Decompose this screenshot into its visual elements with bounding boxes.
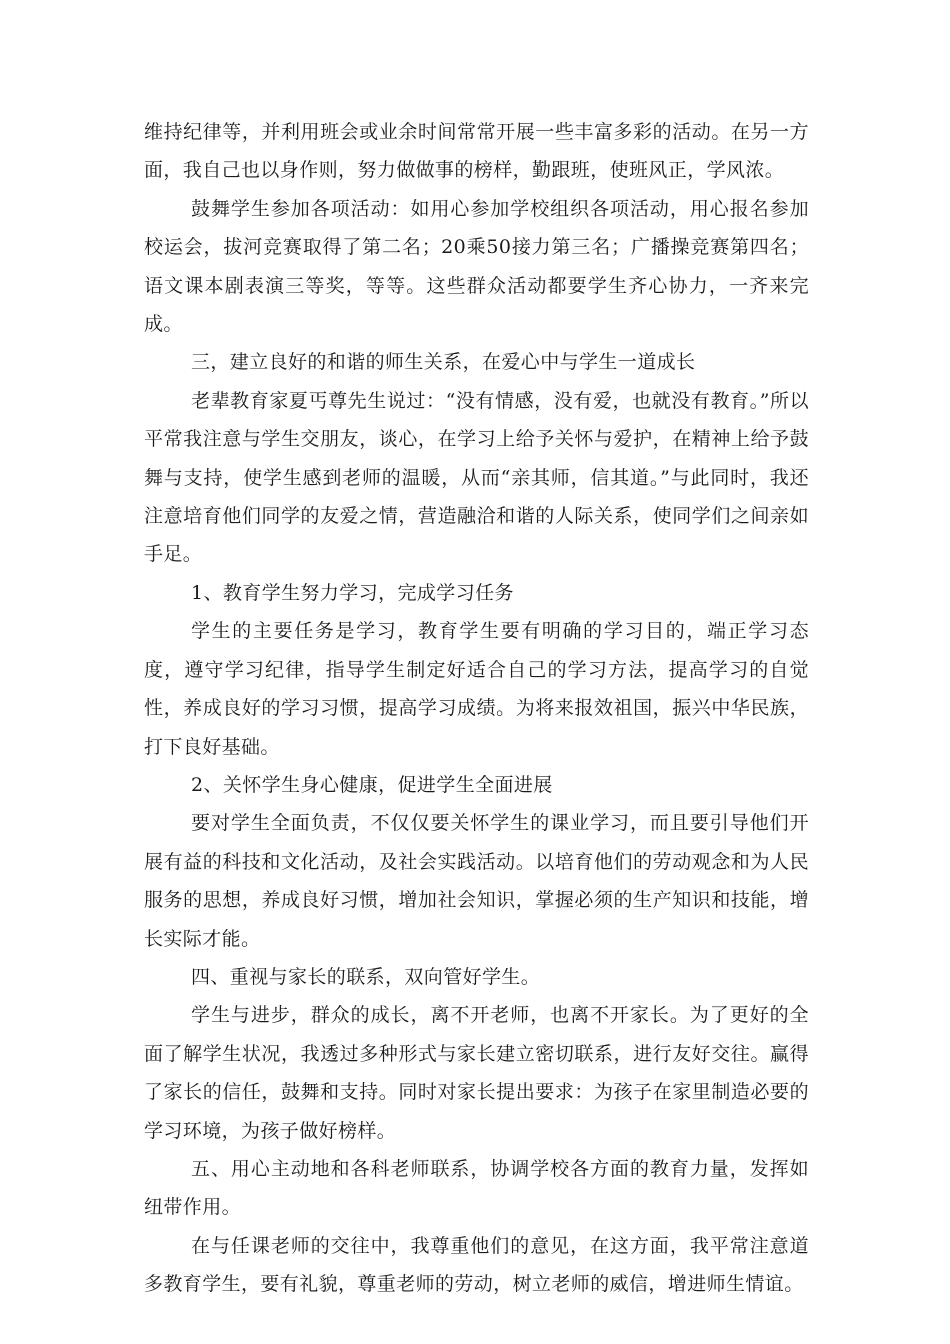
section-heading: 五、用心主动地和各科老师联系，协调学校各方面的教育力量，发挥如纽带作用。 <box>144 1157 809 1219</box>
subsection-heading: 2、关怀学生身心健康，促进学生全面进展 <box>191 773 553 796</box>
section-heading: 四、重视与家长的联系，双向管好学生。 <box>191 965 541 988</box>
paragraph: 要对学生全面负责，不仅仅要关怀学生的课业学习，而且要引导他们开展有益的科技和文化活动，及社会实践活动。以培育他们的劳动观念和为人民服务的思想，养成良好习惯，增加社会知识，掌握必须的生产知识和技能，增长实际才能。 <box>144 812 809 950</box>
paragraph: 在与任课老师的交往中，我尊重他们的意见，在这方面，我平常注意道多教育学生，要有礼貌，尊重老师的劳动，树立老师的威信，增进师生情谊。 <box>144 1234 809 1296</box>
paragraph: 老辈教育家夏丐尊先生说过：“没有情感，没有爱，也就没有教育。”所以平常我注意与学生交朋友，谈心，在学习上给予关怀与爱护，在精神上给予鼓舞与支持，使学生感到老师的温暖，从而“亲其师，信其道。”与此同时，我还注意培育他们同学的友爱之情，营造融洽和谐的人际关系，使同学们之间亲如手足。 <box>144 389 809 566</box>
section-heading: 三，建立良好的和谐的师生关系，在爱心中与学生一道成长 <box>191 351 696 374</box>
paragraph: 维持纪律等，并利用班会或业余时间常常开展一些丰富多彩的活动。在另一方面，我自己也以身作则，努力做做事的榜样，勤跟班，使班风正，学风浓。 <box>144 121 809 182</box>
paragraph: 鼓舞学生参加各项活动：如用心参加学校组织各项活动，用心报名参加校运会，拔河竞赛取得了第二名；20乘50接力第三名；广播操竞赛第四名；语文课本剧表演三等奖，等等。这些群众活动都要学生齐心协力，一齐来完成。 <box>144 197 809 336</box>
body-text <box>144 113 809 1304</box>
subsection-heading: 1、教育学生努力学习，完成学习任务 <box>191 581 514 604</box>
paragraph: 学生的主要任务是学习，教育学生要有明确的学习目的，端正学习态度，遵守学习纪律，指导学生制定好适合自己的学习方法，提高学习的自觉性，养成良好的学习习惯，提高学习成绩。为将来报效祖国，振兴中华民族，打下良好基础。 <box>144 620 809 758</box>
paragraph: 学生与进步，群众的成长，离不开老师，也离不开家长。为了更好的全面了解学生状况，我透过多种形式与家长建立密切联系，进行友好交往。赢得了家长的信任，鼓舞和支持。同时对家长提出要求：为孩子在家里制造必要的学习环境，为孩子做好榜样。 <box>144 1004 809 1142</box>
